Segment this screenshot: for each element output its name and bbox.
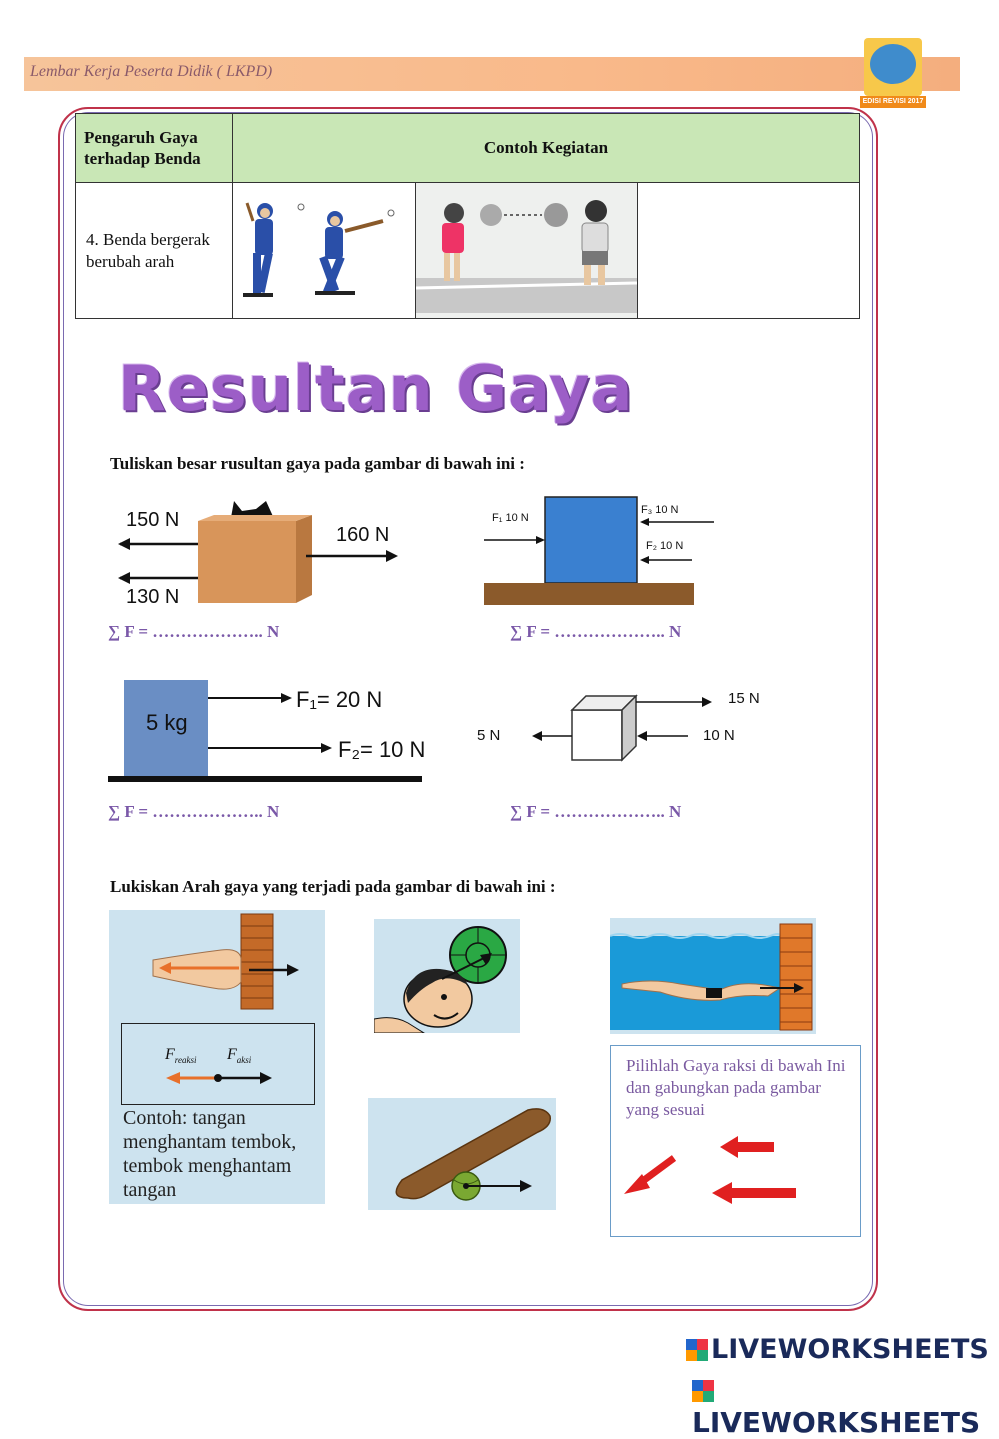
- force-label: 130 N: [126, 586, 180, 608]
- sum-answer-blank[interactable]: ∑ F = ……………….. N: [510, 802, 682, 821]
- empty-example-cell: [638, 183, 860, 319]
- watermark-liveworksheets: LIVEWORKSHEETS: [686, 1334, 989, 1365]
- red-arrow-long[interactable]: [712, 1182, 796, 1204]
- instruction-draw-forces: Lukiskan Arah gaya yang terjadi pada gambar di bawah ini :: [110, 877, 556, 896]
- watermark-liveworksheets: LIVEWORKSHEETS: [692, 1373, 999, 1439]
- force-label: 160 N: [336, 524, 390, 546]
- hand-wall-illustration: [109, 910, 325, 1020]
- instruction-resultant: Tuliskan besar rusultan gaya pada gambar di bawah ini :: [110, 454, 525, 473]
- problem-white-cube: [520, 686, 720, 766]
- force-label: F₂ 10 N: [646, 540, 684, 552]
- force-label: 15 N: [728, 690, 760, 707]
- sum-answer-blank[interactable]: ∑ F = ……………….. N: [108, 622, 280, 641]
- liveworksheets-icon: [692, 1380, 714, 1402]
- f-reaction-label: $F_{reaksi}$: [165, 1046, 197, 1066]
- force-label: 10 N: [703, 727, 735, 744]
- sum-answer-blank[interactable]: ∑ F = ……………….. N: [510, 622, 682, 641]
- table-header-effect: Pengaruh Gaya terhadap Benda: [76, 114, 233, 183]
- f-action-label: $F_{aksi}$: [227, 1046, 252, 1066]
- example-panel: [109, 910, 325, 1204]
- section-title: Resultan Gaya: [118, 352, 634, 425]
- curriculum-logo: [864, 38, 922, 96]
- example-caption: Contoh: tangan menghantam tembok, tembok menghantam tangan: [123, 1107, 297, 1201]
- force-label: 5 N: [477, 727, 501, 744]
- sum-answer-blank[interactable]: ∑ F = ……………….. N: [108, 802, 280, 821]
- liveworksheets-icon: [686, 1339, 708, 1361]
- red-arrow-short[interactable]: [720, 1136, 774, 1158]
- heading-ball-illustration: [374, 919, 520, 1033]
- red-arrow-diagonal[interactable]: [624, 1158, 674, 1194]
- bat-ball-illustration: [368, 1098, 556, 1210]
- force-label: F₃ 10 N: [641, 504, 679, 516]
- ball-pass-illustration: [416, 183, 638, 319]
- draggable-arrows: [620, 1130, 850, 1230]
- action-reaction-diagram: [121, 1023, 315, 1105]
- mass-label: 5 kg: [146, 710, 188, 735]
- table-header-examples: Contoh Kegiatan: [233, 114, 860, 183]
- problem-blue-block: [480, 492, 720, 610]
- baseball-illustration: [233, 183, 416, 319]
- edition-badge: EDISI REVISI 2017: [860, 96, 926, 108]
- activity-table: [75, 113, 860, 319]
- swimmer-wall-illustration: [610, 918, 816, 1034]
- table-row-label: 4. Benda bergerak berubah arah: [76, 183, 233, 319]
- force-label: F₁= 20 N: [296, 687, 383, 712]
- hint-text: Pilihlah Gaya raksi di bawah Ini dan gabungkan pada gambar yang sesuai: [626, 1056, 846, 1119]
- header-title: Lembar Kerja Peserta Didik ( LKPD): [30, 63, 273, 80]
- force-label: F₁ 10 N: [492, 512, 529, 524]
- force-label: F₂= 10 N: [338, 737, 426, 762]
- force-label: 150 N: [126, 509, 180, 531]
